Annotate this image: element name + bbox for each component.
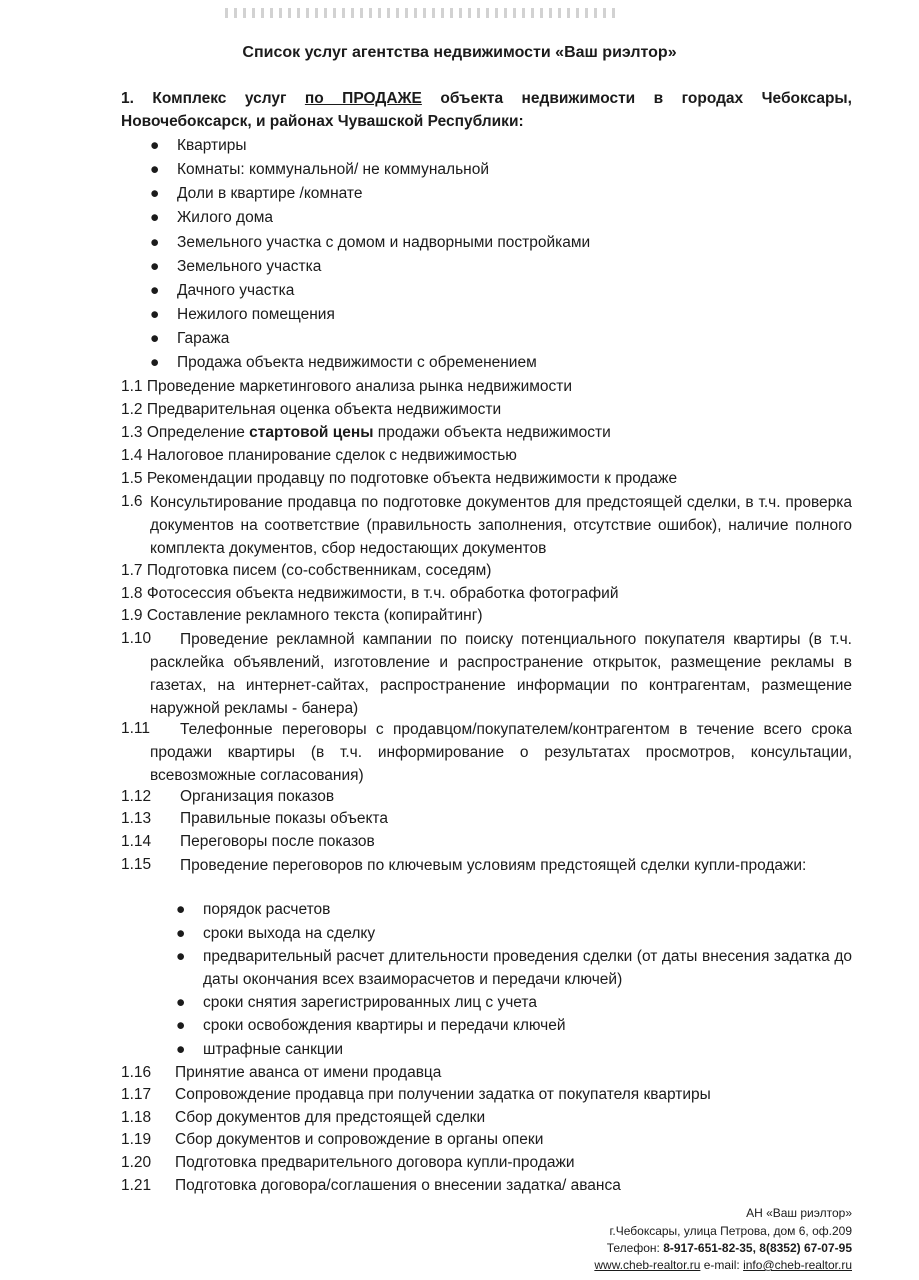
email-link[interactable]: info@cheb-realtor.ru (743, 1258, 852, 1272)
item-number: 1.21 (121, 1177, 152, 1194)
section-1-text-end: объекта недвижимости в городах Чебоксары, Новочебоксарск, и районах Чувашской Республики: (121, 90, 852, 130)
bullet-icon: ● (176, 948, 186, 965)
bullet-icon: ● (150, 282, 160, 299)
website-link[interactable]: www.cheb-realtor.ru (594, 1258, 701, 1272)
bullet-icon: ● (176, 901, 186, 918)
service-item: 1.5 Рекомендации продавцу по подготовке объекта недвижимости к продаже (121, 470, 678, 487)
service-item-text: Подготовка предварительного договора купли-продажи (175, 1154, 575, 1171)
service-item-text: Проведение рекламной кампании по поиску потенциального покупателя квартиры (в т.ч. расклейка объявлений, изготовление и распространение открыток, размещение рекламы в газетах, на интернет-сайтах, распространение информации по контрагентам, размещение наружной рекламы - банера) (150, 631, 852, 717)
service-item: 1.2 Предварительная оценка объекта недвижимости (121, 401, 502, 418)
service-item-text: Консультирование продавца по подготовке документов для предстоящей сделки, в т.ч. проверка документов на соответствие (правильность заполнения, отсутствие ошибок), наличие полного комплекта документов, сбор недостающих документов (150, 494, 852, 557)
service-item-text: Переговоры после показов (180, 833, 375, 850)
bullet-icon: ● (150, 209, 160, 226)
item-number: 1.10 (121, 630, 152, 647)
bullet-icon: ● (150, 234, 160, 251)
scan-artifact (225, 8, 615, 18)
bullet-icon: ● (176, 1041, 186, 1058)
item-number: 1.19 (121, 1131, 152, 1148)
item-number: 1.11 (121, 720, 151, 737)
document-title: Список услуг агентства недвижимости «Ваш риэлтор» (242, 44, 677, 61)
item-number: 1.20 (121, 1154, 152, 1171)
bullet-icon: ● (150, 258, 160, 275)
service-item-text: Сопровождение продавца при получении задатка от покупателя квартиры (175, 1086, 711, 1103)
service-item-text: Телефонные переговоры с продавцом/покупателем/контрагентом в течение всего срока продажи квартиры (в т.ч. информирование о результатах просмотров, консультации, всевозможные согласования) (150, 721, 852, 784)
footer-address: г.Чебоксары, улица Петрова, дом 6, оф.209 (609, 1224, 852, 1238)
service-item: 1.9 Составление рекламного текста (копирайтинг) (121, 607, 483, 624)
item-number: 1.12 (121, 788, 152, 805)
item-number: 1.16 (121, 1064, 152, 1081)
item-number: 1.18 (121, 1109, 152, 1126)
bullet-icon: ● (150, 306, 160, 323)
bullet-icon: ● (176, 994, 186, 1011)
document-page: Список услуг агентства недвижимости «Ваш риэлтор» 1. Комплекс услуг по ПРОДАЖЕ объекта недвижимости в городах Чебоксары, Новочебоксарск, и районах Чувашской Республики: ● Квартиры ● Комнаты: коммунальной/ не коммунальной ● Доли в квартире /комнате ● Жилого дома ● Земельного участка с домом и надворными постройками ● Земельного участка ● Дачного участка ● Нежилого помещения ● Гаража ● Продажа объекта недвижимости с обременением 1.1 Проведение маркетингового анализа рынка недвижимости 1.2 Предварительная оценка объекта недвижимости 1.3 Определение стартовой цены продажи объекта недвижимости 1.4 Налоговое планирование сделок с недвижимостью 1.5 Рекомендации продавцу по подготовке объекта недвижимости к продаже 1.6 Консультирование продавца по подготовке документов для предстоящей сделки, в т.ч. проверка документов на соответствие (правильность заполнения, отсутствие ошибок), наличие полного комплекта документов, сбор недостающих документов 1.7 Подготовка писем (со-собственникам, соседям) 1.8 Фотосессия объекта недвижимости, в т.ч. обработка фотографий 1.9 Составление рекламного текста (копирайтинг) 1.10 Проведение рекламной кампании по поиску потенциального покупателя квартиры (в т.ч. расклейка объявлений, изготовление и распространение открыток, размещение рекламы в газетах, на интернет-сайтах, распространение информации по контрагентам, размещение наружной рекламы - банера) 1.11 Телефонные переговоры с продавцом/покупателем/контрагентом в течение всего срока продажи квартиры (в т.ч. информирование о результатах просмотров, консультации, всевозможные согласования) 1.12 Организация показов 1.13 Правильные показы объекта 1.14 Переговоры после показов 1.15 Проведение переговоров по ключевым условиям предстоящей сделки купли-продажи: ● порядок расчетов ● сроки выхода на сделку ● предварительный расчет длительности проведения сделки (от даты внесения задатка до даты окончания всех взаиморасчетов и передачи ключей) ● сроки снятия зарегистрированных лиц с учета ● сроки освобождения квартиры и передачи ключей ● штрафные санкции 1.16 Принятие аванса от имени продавца 1.17 Сопровождение продавца при получении задатка от покупателя квартиры 1.18 Сбор документов для предстоящей сделки 1.19 Сбор документов и сопровождение в органы опеки 1.20 Подготовка предварительного договора купли-продажи 1.21 Подготовка договора/соглашения о внесении задатка/ аванса АН «Ваш риэлтор» г.Чебоксары, улица Петрова, дом 6, оф.209 Телефон: 8-917-651-82-35, 8(8352) 67-07-95 www.cheb-realtor.ru e-mail: info@cheb-realtor.ru (0, 0, 919, 1280)
footer-contacts: www.cheb-realtor.ru e-mail: info@cheb-realtor.ru (594, 1258, 852, 1272)
service-item-text: Сбор документов для предстоящей сделки (175, 1109, 486, 1126)
item-number: 1.17 (121, 1086, 152, 1103)
service-item: 1.4 Налоговое планирование сделок с недвижимостью (121, 447, 517, 464)
section-1-text-start: Комплекс услуг (152, 90, 305, 107)
bullet-icon: ● (150, 137, 160, 154)
bullet-icon: ● (176, 925, 186, 942)
bullet-icon: ● (150, 185, 160, 202)
footer-phones: Телефон: 8-917-651-82-35, 8(8352) 67-07-95 (606, 1241, 852, 1255)
item-number: 1.13 (121, 810, 152, 827)
service-item-text: Принятие аванса от имени продавца (175, 1064, 442, 1081)
bullet-icon: ● (150, 354, 160, 371)
item-number: 1.15 (121, 856, 152, 873)
bullet-icon: ● (150, 330, 160, 347)
bullet-icon: ● (150, 161, 160, 178)
service-item: 1.7 Подготовка писем (со-собственникам, соседям) (121, 562, 492, 579)
bullet-icon: ● (176, 1017, 186, 1034)
section-1-heading (121, 88, 852, 133)
service-item-text: Правильные показы объекта (180, 810, 388, 827)
service-item-text: Организация показов (180, 788, 335, 805)
service-item: 1.8 Фотосессия объекта недвижимости, в т.ч. обработка фотографий (121, 585, 619, 602)
emphasized-text: стартовой цены (249, 424, 374, 441)
service-item-text: Сбор документов и сопровождение в органы опеки (175, 1131, 544, 1148)
item-number: 1.6 (121, 493, 143, 510)
service-item-text: Проведение переговоров по ключевым условиям предстоящей сделки купли-продажи: (180, 857, 807, 874)
service-item: 1.1 Проведение маркетингового анализа рынка недвижимости (121, 378, 573, 395)
item-number: 1.14 (121, 833, 152, 850)
section-1-underlined: по ПРОДАЖЕ (304, 90, 422, 107)
service-item-text: Подготовка договора/соглашения о внесении задатка/ аванса (175, 1177, 621, 1194)
footer-agency: АН «Ваш риэлтор» (746, 1206, 852, 1220)
section-1-number: 1. (121, 90, 134, 107)
service-item: 1.3 Определение стартовой цены продажи объекта недвижимости (121, 424, 611, 441)
